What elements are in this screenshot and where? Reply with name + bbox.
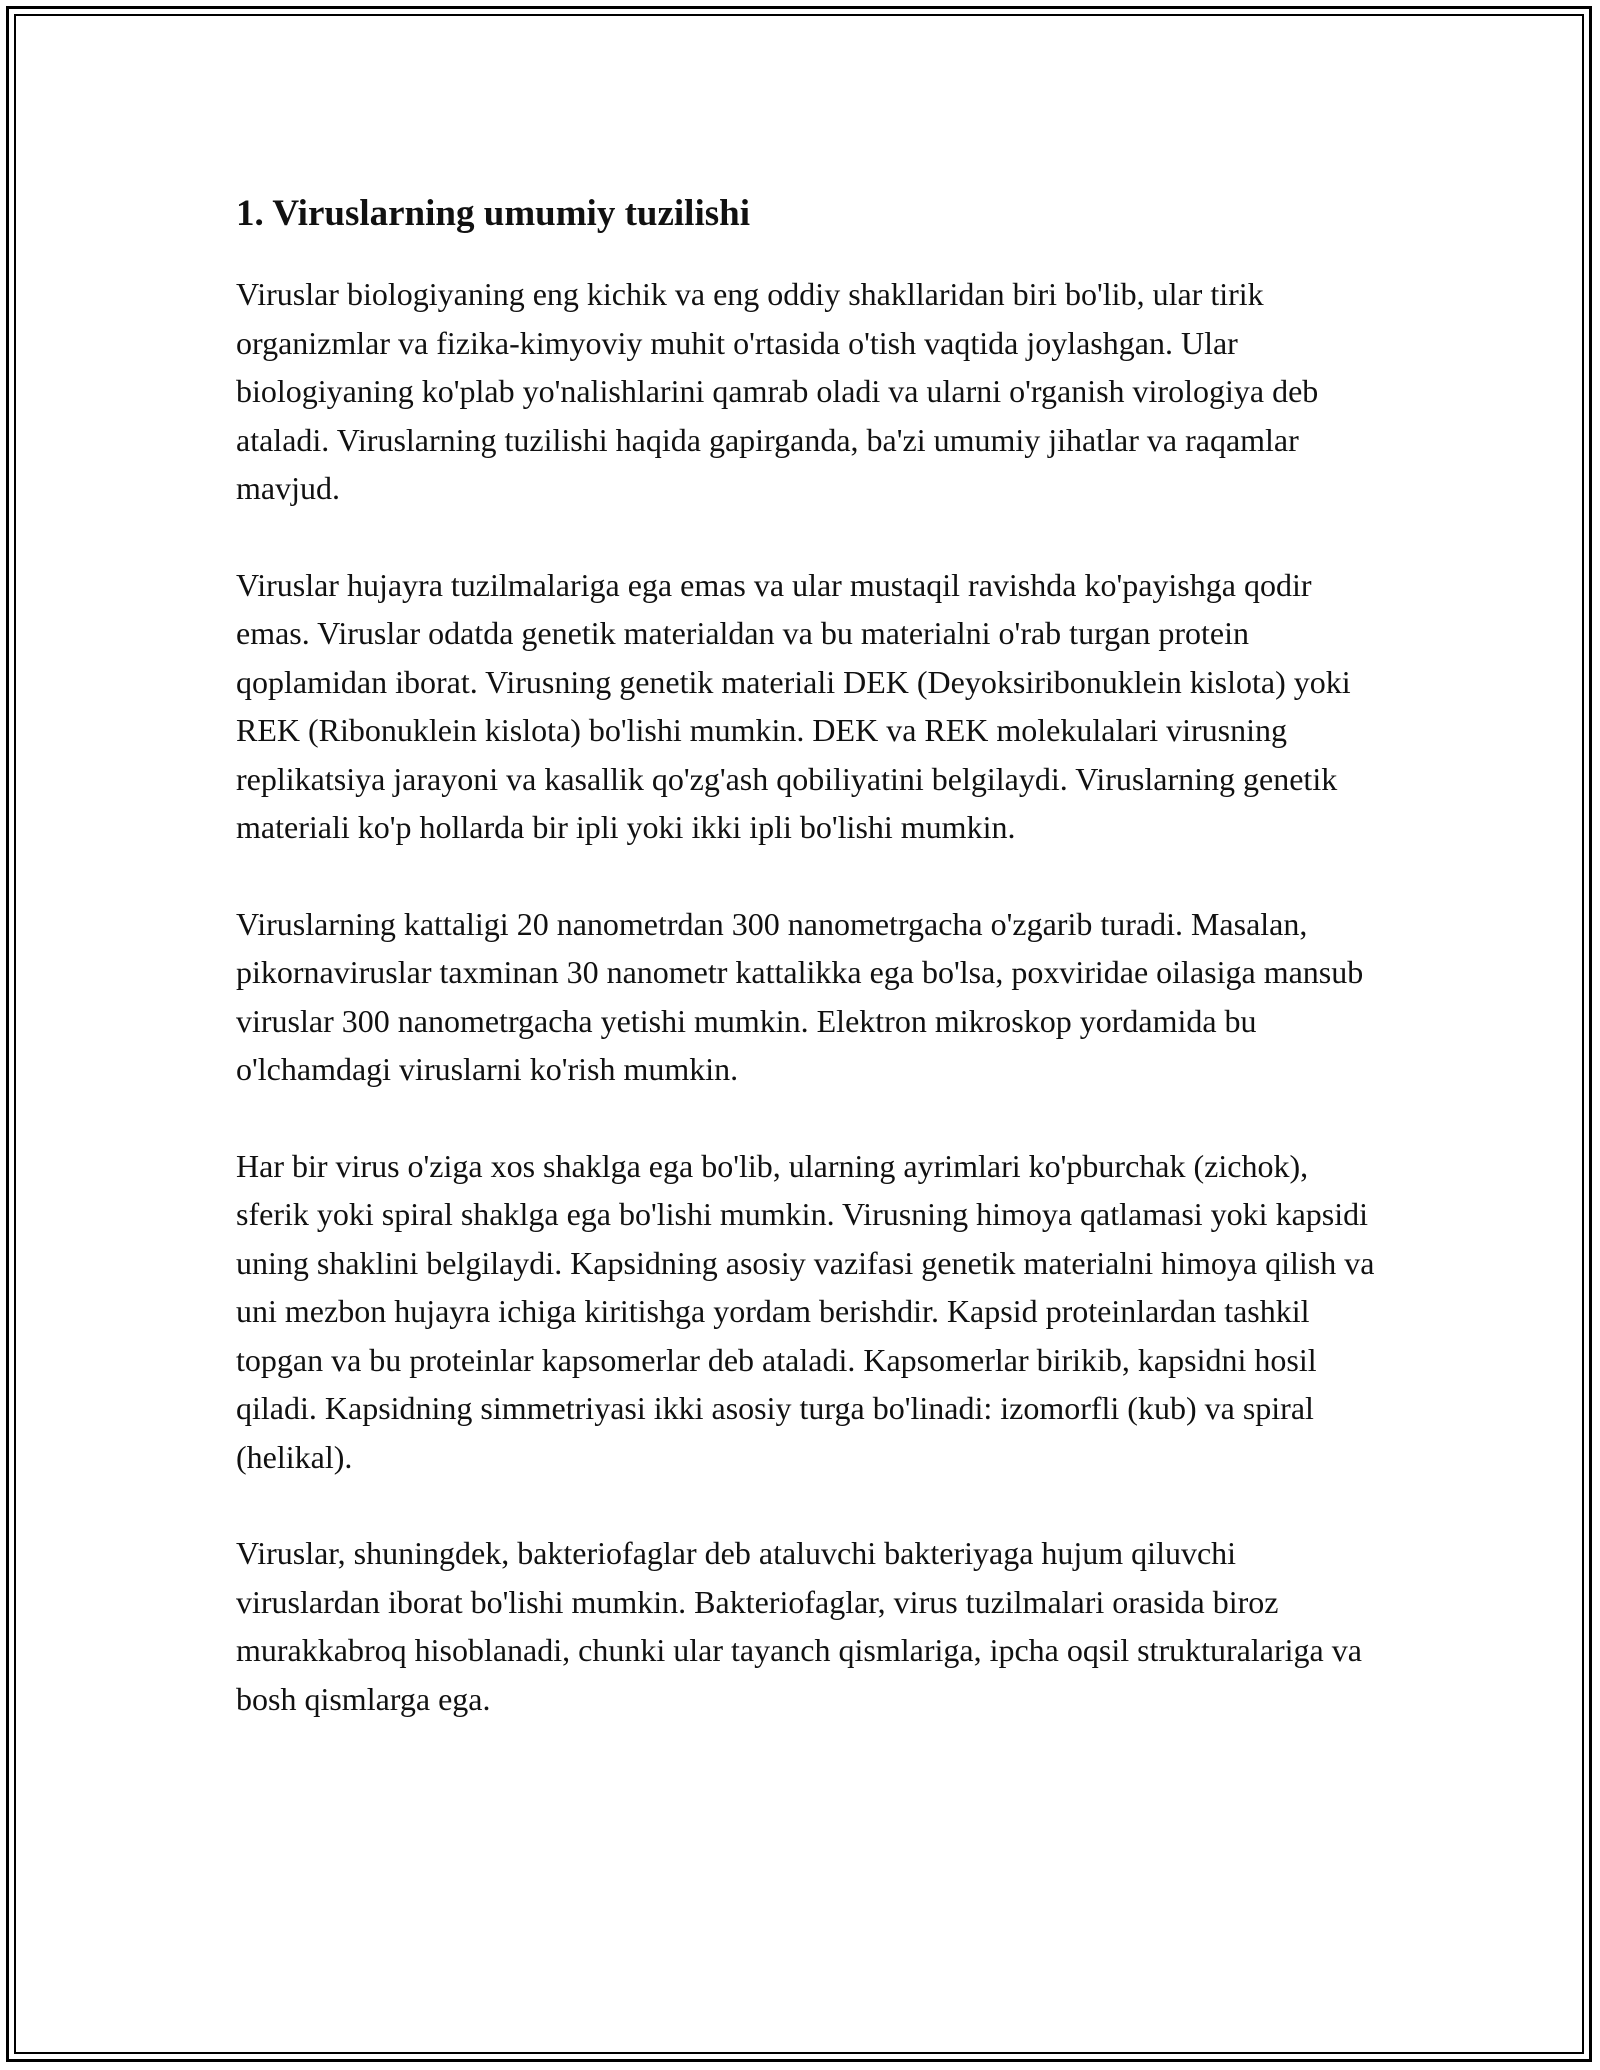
paragraph-1: Viruslar biologiyaning eng kichik va eng oddiy shakllaridan biri bo'lib, ular tirik organizmlar va fizika-kimyoviy muhit o'rtasida o'tish vaqtida joylashgan. Ular biologiyaning ko'plab yo'nalishlarini qamrab oladi va ularni o'rganish virologiya deb ataladi. Viruslarning tuzilishi haqida gapirganda, ba'zi umumiy jihatlar va raqamlar mavjud. (236, 276, 1319, 506)
paragraph-3: Viruslarning kattaligi 20 nanometrdan 300 nanometrgacha o'zgarib turadi. Masalan, pikornaviruslar taxminan 30 nanometr kattalikka ega bo'lsa, poxviridae oilasiga mansub viruslar 300 nanometrgacha yetishi mumkin. Elektron mikroskop yordamida bu o'lchamdagi viruslarni ko'rish mumkin. (236, 905, 1364, 1087)
paragraph-4: Har bir virus o'ziga xos shaklga ega bo'lib, ularning ayrimlari ko'pburchak (zichok), sferik yoki spiral shaklga ega bo'lishi mumkin. Virusning himoya qatlamasi yoki kapsidi uning shaklini belgilaydi. Kapsidning asosiy vazifasi genetik materialni himoya qilish va uni mezbon hujayra ichiga kiritishga yordam berishdir. Kapsid proteinlardan tashkil topgan va bu proteinlar kapsomerlar deb ataladi. Kapsomerlar birikib, kapsidni hosil qiladi. Kapsidning simmetriyasi ikki asosiy turga bo'linadi: izomorfli (kub) va spiral (helikal). (236, 1147, 1375, 1475)
paragraph-2: Viruslar hujayra tuzilmalariga ega emas va ular mustaqil ravishda ko'payishga qodir emas. Viruslar odatda genetik materialdan va bu materialni o'rab turgan protein qoplamidan iborat. Virusning genetik materiali DEK (Deyoksiribonuklein kislota) yoki REK (Ribonuklein kislota) bo'lishi mumkin. DEK va REK molekulalari virusning replikatsiya jarayoni va kasallik qo'zg'ash qobiliyatini belgilaydi. Viruslarning genetik materiali ko'p hollarda bir ipli yoki ikki ipli bo'lishi mumkin. (236, 566, 1351, 845)
document-body (236, 186, 1376, 1771)
paragraph-5: Viruslar, shuningdek, bakteriofaglar deb ataluvchi bakteriyaga hujum qiluvchi viruslardan iborat bo'lishi mumkin. Bakteriofaglar, virus tuzilmalari orasida biroz murakkabroq hisoblanadi, chunki ular tayanch qismlariga, ipcha oqsil strukturalariga va bosh qismlarga ega. (236, 1535, 1362, 1717)
section-heading: 1. Viruslarning umumiy tuzilishi (236, 193, 750, 234)
